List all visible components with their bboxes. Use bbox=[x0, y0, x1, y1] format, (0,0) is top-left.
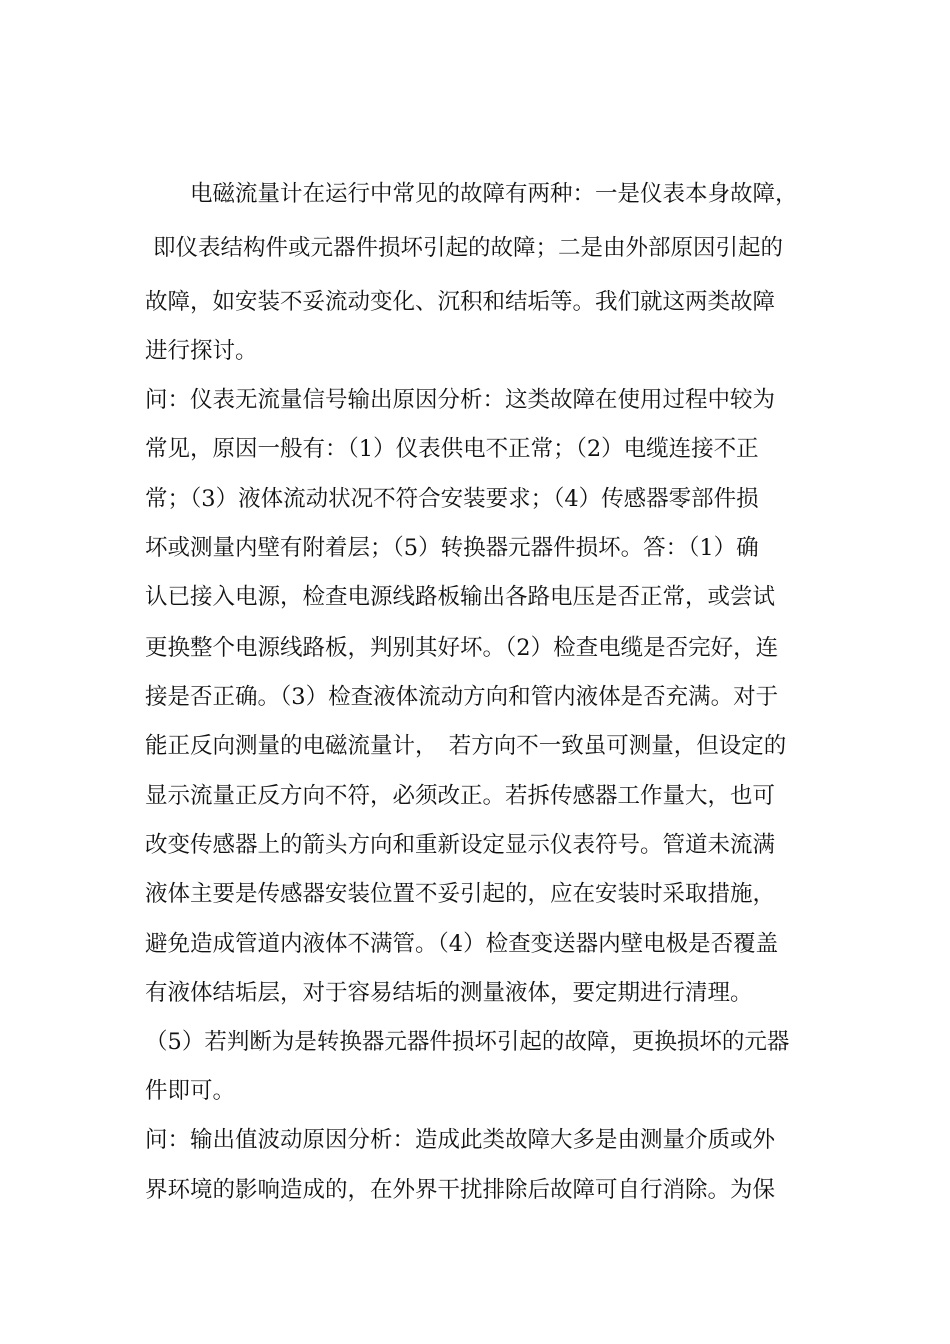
paragraph-line: 接是否正确。（3）检查液体流动方向和管内液体是否充满。对于 bbox=[145, 684, 779, 710]
paragraph-line: 常；（3）液体流动状况不符合安装要求；（4）传感器零部件损 bbox=[145, 486, 759, 512]
paragraph-line: 界环境的影响造成的，在外界干扰排除后故障可自行消除。为保 bbox=[145, 1177, 776, 1203]
paragraph-line: 进行探讨。 bbox=[145, 338, 258, 364]
paragraph-line: 问：仪表无流量信号输出原因分析：这类故障在使用过程中较为 bbox=[145, 387, 776, 413]
paragraph-line: 显示流量正反方向不符，必须改正。若拆传感器工作量大，也可 bbox=[145, 783, 776, 809]
paragraph-line: 改变传感器上的箭头方向和重新设定显示仪表符号。管道未流满 bbox=[145, 832, 776, 858]
paragraph-line: 液体主要是传感器安装位置不妥引起的，应在安装时采取措施， bbox=[145, 881, 776, 907]
paragraph-line: 能正反向测量的电磁流量计， 若方向不一致虽可测量，但设定的 bbox=[145, 733, 787, 759]
paragraph-line: 问：输出值波动原因分析：造成此类故障大多是由测量介质或外 bbox=[145, 1127, 776, 1153]
paragraph-line: 故障，如安装不妥流动变化、沉积和结垢等。我们就这两类故障 bbox=[145, 289, 776, 315]
paragraph-line: 有液体结垢层，对于容易结垢的测量液体，要定期进行清理。 bbox=[145, 980, 753, 1006]
paragraph-line: 认已接入电源，检查电源线路板输出各路电压是否正常，或尝试 bbox=[145, 584, 776, 610]
paragraph-line: 常见，原因一般有：（1）仪表供电不正常；（2）电缆连接不正 bbox=[145, 436, 759, 462]
paragraph-line: 电磁流量计在运行中常见的故障有两种：一是仪表本身故障， bbox=[145, 181, 798, 207]
paragraph-line: 避免造成管道内液体不满管。（4）检查变送器内壁电极是否覆盖 bbox=[145, 931, 779, 957]
paragraph-line: （5）若判断为是转换器元器件损坏引起的故障，更换损坏的元器 bbox=[145, 1029, 790, 1055]
paragraph-line: 更换整个电源线路板，判别其好坏。（2）检查电缆是否完好，连 bbox=[145, 635, 779, 661]
paragraph-line: 即仪表结构件或元器件损坏引起的故障；二是由外部原因引起的 bbox=[153, 235, 784, 261]
paragraph-line: 坏或测量内壁有附着层；（5）转换器元器件损坏。答：（1）确 bbox=[145, 535, 759, 561]
paragraph-line: 件即可。 bbox=[145, 1078, 236, 1104]
